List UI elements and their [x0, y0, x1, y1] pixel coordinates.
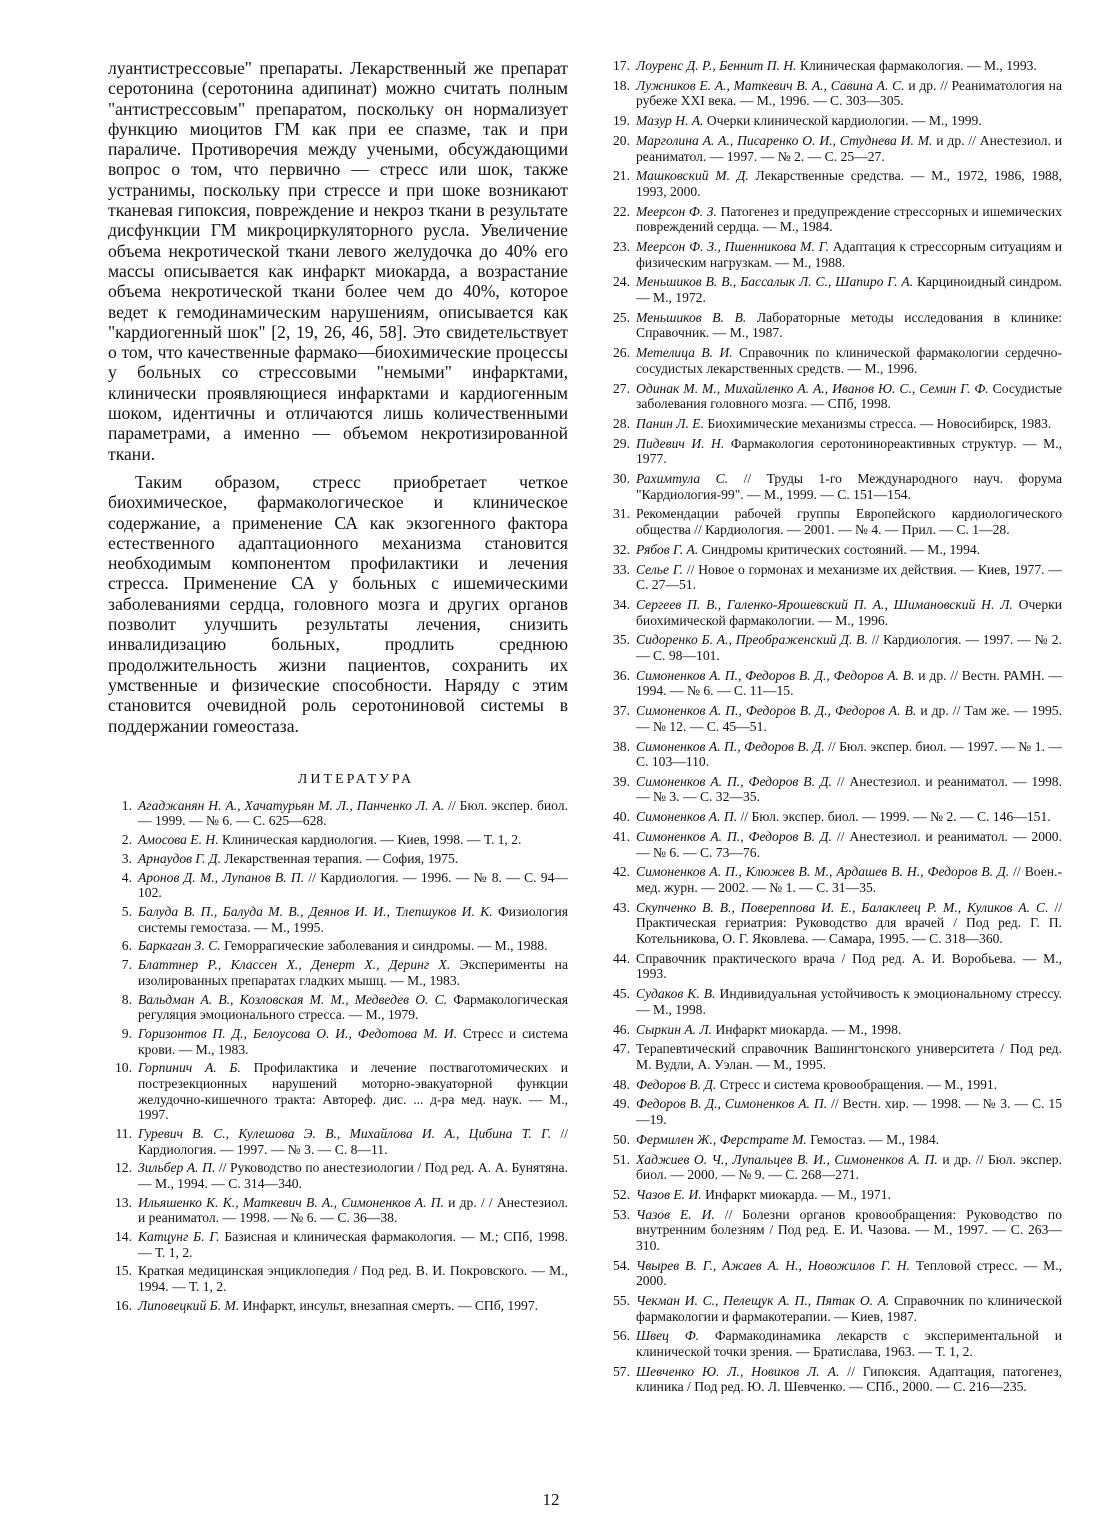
reference-number: 56. — [613, 1328, 630, 1344]
reference-authors: Ильяшенко К. К., Маткевич В. А., Симоненков А. П. — [138, 1194, 444, 1210]
reference-number: 36. — [613, 667, 630, 683]
reference-authors: Симоненков А. П., Федоров В. Д. — [636, 773, 832, 789]
reference-text: Эксперименты на изолированных препаратах гладких мышц. — М., 1983. — [138, 957, 568, 988]
reference-authors: Лоуренс Д. Р., Беннит П. Н. — [636, 58, 797, 73]
reference-number: 37. — [613, 703, 630, 719]
reference-item — [108, 798, 568, 829]
reference-item — [606, 951, 1062, 982]
reference-item — [606, 739, 1062, 770]
reference-item — [606, 506, 1062, 537]
reference-number: 39. — [613, 773, 630, 789]
reference-authors: Меерсон Ф. З., Пшенникова М. Г. — [636, 239, 829, 255]
reference-number: 1. — [121, 797, 132, 813]
reference-number: 27. — [613, 380, 630, 396]
reference-text: // Кардиология. — 1997. — № 3. — С. 8—11. — [138, 1125, 568, 1157]
reference-number: 33. — [613, 561, 630, 577]
reference-text: Стресс и система крови. — М., 1983. — [138, 1026, 569, 1057]
reference-number: 25. — [613, 309, 630, 325]
reference-text: // Кардиология. — 1996. — № 8. — С. 94—102. — [138, 869, 568, 901]
reference-authors: Катцунг Б. Г. — [138, 1229, 220, 1245]
reference-authors: Судаков К. В. — [636, 986, 716, 1002]
reference-authors: Арнаудов Г. Д. — [138, 850, 221, 866]
reference-item — [606, 1132, 1062, 1148]
reference-item — [606, 133, 1062, 164]
reference-authors: Аронов Д. М., Лупанов В. П. — [138, 869, 305, 885]
reference-number: 53. — [613, 1206, 630, 1222]
reference-text: Краткая медицинская энциклопедия / Под ред. В. И. Покровского. — М., 1994. — Т. 1, 2. — [138, 1263, 568, 1295]
reference-authors: Меерсон Ф. З. — [636, 203, 717, 219]
reference-item — [108, 851, 568, 867]
reference-authors: Горизонтов П. Д., Белоусова О. И., Федотова М. И. — [138, 1026, 458, 1042]
reference-text: // Бюл. экспер. биол. — 1999. — № 6. — С. 625—628. — [138, 797, 568, 829]
reference-number: 31. — [613, 506, 630, 522]
reference-authors: Одинак М. М., Михайленко А. А., Иванов Ю. С., Семин Г. Ф. — [636, 380, 989, 396]
reference-number: 48. — [613, 1076, 630, 1092]
right-column — [606, 58, 1062, 1399]
reference-authors: Баркаган З. С. — [138, 938, 221, 954]
reference-text: Патогенез и предупреждение стрессорных и ишемических повреждений сердца. — М., 1984. — [636, 203, 1062, 235]
reference-text: Инфаркт миокарда. — М., 1971. — [701, 1186, 891, 1202]
reference-authors: Чазов Е. И. — [636, 1206, 715, 1222]
reference-item — [606, 774, 1062, 805]
reference-text: Биохимические механизмы стресса. — Новосибирск, 1983. — [704, 415, 1052, 431]
page-number: 12 — [542, 1490, 560, 1509]
reference-number: 29. — [613, 435, 630, 451]
reference-authors: Чазов Е. И. — [636, 1186, 702, 1202]
reference-item — [108, 1026, 568, 1057]
reference-item — [606, 58, 1062, 74]
reference-text: // Анестезиол. и реаниматол. — 1998. — № 3. — С. 32—35. — [636, 773, 1063, 805]
reference-item — [108, 992, 568, 1023]
reference-text: и др. / / Анестезиол. и реаниматол. — 1998. — № 6. — С. 36—38. — [138, 1194, 568, 1226]
reference-authors: Марголина А. А., Писаренко О. И., Студнева И. М. — [636, 132, 933, 148]
reference-number: 22. — [613, 203, 630, 219]
reference-item — [108, 870, 568, 901]
reference-item — [606, 542, 1062, 558]
reference-number: 52. — [613, 1186, 630, 1202]
reference-number: 6. — [121, 938, 132, 954]
reference-authors: Фермилен Ж., Ферстрате М. — [636, 1131, 807, 1147]
reference-item — [108, 1126, 568, 1157]
reference-text: Инфаркт миокарда. — М., 1998. — [712, 1021, 902, 1037]
reference-authors: Селье Г. — [636, 561, 683, 577]
reference-item — [108, 1229, 568, 1260]
reference-number: 49. — [613, 1096, 630, 1112]
reference-number: 35. — [613, 632, 630, 648]
reference-text: // Болезни органов кровообращения: Руководство по внутренним болезням / Под ред. Е. И. Чазова. — М., 1997. — С. 263—310. — [636, 1206, 1062, 1253]
reference-authors: Симоненков А. П., Федоров В. Д., Федоров А. В. — [636, 667, 915, 683]
reference-number: 24. — [613, 274, 630, 290]
reference-item — [108, 1263, 568, 1294]
reference-item — [108, 1298, 568, 1314]
reference-text: Индивидуальная устойчивость к эмоциональному стрессу. — М., 1998. — [636, 986, 1063, 1017]
reference-text: Клиническая кардиология. — Киев, 1998. — Т. 1, 2. — [218, 832, 522, 848]
reference-item — [606, 900, 1062, 947]
reference-number: 20. — [613, 132, 630, 148]
reference-text: Адаптация к стрессорным ситуациям и физическим нагрузкам. — М., 1988. — [636, 239, 1062, 270]
reference-number: 14. — [115, 1229, 132, 1245]
reference-item — [606, 239, 1062, 270]
reference-text: Справочник по клинической фармакологии сердечно-сосудистых лекарственных средств. — М., 1996. — [636, 345, 1062, 376]
reference-item — [606, 1328, 1062, 1359]
reference-number: 17. — [613, 58, 630, 73]
reference-number: 15. — [115, 1263, 132, 1279]
reference-text: Лабораторные методы исследования в клинике: Справочник. — М., 1987. — [636, 309, 1062, 341]
reference-number: 57. — [613, 1363, 630, 1379]
reference-number: 50. — [613, 1131, 630, 1147]
reference-authors: Сыркин А. Л. — [636, 1021, 713, 1037]
reference-number: 41. — [613, 829, 630, 845]
reference-text: Очерки биохимической фармакологии. — М., 1996. — [636, 597, 1063, 628]
reference-authors: Пидевич И. Н. — [636, 435, 725, 451]
reference-text: // Вестн. хир. — 1998. — № 3. — С. 15—19. — [636, 1096, 1062, 1128]
reference-number: 7. — [121, 957, 132, 973]
reference-authors: Федоров В. Д. — [636, 1076, 717, 1092]
reference-authors: Амосова Е. Н. — [138, 832, 219, 848]
reference-authors: Балуда В. П., Балуда М. В., Деянов И. И., Тлепшуков И. К. — [138, 904, 493, 920]
reference-item — [108, 938, 568, 954]
reference-item — [606, 1041, 1062, 1072]
reference-text: Геморрагические заболевания и синдромы. — М., 1988. — [220, 938, 548, 954]
references-list-left — [108, 798, 568, 1314]
reference-authors: Зильбер А. П. — [138, 1160, 216, 1176]
reference-text: Фармакологическая регуляция эмоционального стресса. — М., 1979. — [138, 991, 569, 1023]
reference-number: 4. — [121, 869, 132, 885]
reference-authors: Хаджиев О. Ч., Лупальцев В. И., Симоненков А. П. — [636, 1151, 938, 1167]
reference-number: 18. — [613, 77, 630, 93]
reference-text: Физиология системы гемостаза. — М., 1995. — [138, 904, 568, 935]
reference-text: и др. // Там же. — 1995. — № 12. — С. 45—51. — [636, 703, 1062, 734]
reference-item — [606, 1152, 1062, 1183]
reference-authors: Чекман И. С., Пелещук А. П., Пятак О. А. — [636, 1293, 890, 1309]
reference-number: 19. — [613, 113, 630, 129]
reference-item — [606, 809, 1062, 825]
reference-text: Гемостаз. — М., 1984. — [806, 1131, 940, 1147]
reference-text: Инфаркт, инсульт, внезапная смерть. — СПб, 1997. — [239, 1297, 539, 1313]
reference-item — [606, 1293, 1062, 1324]
reference-text: и др. // Вестн. РАМН. — 1994. — № 6. — С. 11—15. — [636, 667, 1063, 699]
body-paragraph-2: Таким образом, стресс приобретает четкое биохимическое, фармакологическое и клиническое содержание, а применение СА как экзогенного фактора естественного адаптационного механизма становится необходимым компонентом профилактики и лечения стресса. Применение СА у больных с ишемическими заболеваниями сердца, головного мозга и других органов позволит улучшить результаты лечения, снизить инвалидизацию больных, продлить среднюю продолжительность жизни пациентов, сохранить их умственные и физические способности. Наряду с этим становится очевидной роль серотониновой системы в поддержании гомеостаза. — [108, 471, 568, 736]
reference-authors: Гуревич В. С., Кулешова Э. В., Михайлова И. А., Цибина Т. Г. — [138, 1125, 552, 1141]
reference-number: 26. — [613, 345, 630, 361]
reference-text: Лекарственные средства. — М., 1972, 1986, 1988, 1993, 2000. — [636, 168, 1062, 199]
reference-text: Стресс и система кровообращения. — М., 1991. — [716, 1076, 998, 1092]
reference-authors: Симоненков А. П. — [636, 809, 738, 825]
reference-number: 34. — [613, 597, 630, 612]
reference-item — [606, 471, 1062, 502]
reference-authors: Панин Л. Е. — [636, 415, 705, 431]
reference-authors: Сидоренко Б. А., Преображенский Д. В. — [636, 632, 868, 648]
reference-item — [606, 597, 1062, 628]
reference-text: // Труды 1-го Международного науч. форума "Кардиология-99". — М., 1999. — С. 151—154. — [636, 471, 1062, 502]
reference-authors: Агаджанян Н. А., Хачатурьян М. Л., Панченко Л. А. — [138, 797, 445, 813]
reference-text: // Кардиология. — 1997. — № 2. — С. 98—101. — [636, 632, 1062, 663]
references-title: ЛИТЕРАТУРА — [297, 771, 415, 787]
reference-authors: Рябов Г. А. — [636, 541, 699, 557]
reference-authors: Швец Ф. — [636, 1328, 700, 1344]
reference-item — [606, 436, 1062, 467]
reference-item — [606, 1258, 1062, 1289]
reference-text: Справочник практического врача / Под ред. А. И. Воробьева. — М., 1993. — [636, 950, 1062, 982]
reference-number: 30. — [613, 471, 630, 487]
reference-number: 21. — [613, 168, 630, 184]
reference-number: 11. — [115, 1125, 132, 1141]
reference-number: 45. — [613, 986, 630, 1002]
reference-text: Справочник по клинической фармакологии и фармакотерапии. — Киев, 1987. — [636, 1293, 1062, 1324]
reference-authors: Мазур Н. А. — [636, 113, 704, 129]
reference-text: // Воен.-мед. журн. — 2002. — № 1. — С. 31—35. — [636, 864, 1062, 895]
reference-text: Базисная и клиническая фармакология. — М.; СПб, 1998. — Т. 1, 2. — [138, 1229, 568, 1260]
reference-number: 23. — [613, 239, 630, 255]
reference-item — [606, 1187, 1062, 1203]
left-column — [108, 58, 568, 1317]
reference-item — [606, 345, 1062, 376]
reference-number: 13. — [115, 1194, 132, 1210]
reference-item — [606, 829, 1062, 860]
reference-number: 8. — [121, 991, 132, 1007]
body-paragraph-1: луантистрессовые" препараты. Лекарственный же препарат серотонина (серотонина адипинат) можно считать полным "антистрессовым" препаратом, поскольку он нормализует функцию миоцитов ГМ как при ее спазме, так и при параличе. Противоречия между учеными, обсуждающими вопрос о том, что первично — стресс или шок, также устранимы, поскольку при стрессе и при шоке возникают тканевая гипоксия, повреждение и некроз ткани в результате дисфункции ГМ микроциркуляторного русла. Увеличение объема некротической ткани левого желудочка до 40% его массы описывается как инфаркт миокарда, а возрастание объема некротической ткани более чем до 40%, которое ведет к гемодинамическим нарушениям, описывается как "кардиогенный шок" [2, 19, 26, 46, 58]. Это свидетельствует о том, что качественные фармако—биохимические процессы у больных со стрессовыми "немыми" инфарктами, клинически проявляющиеся инфарктами и кардиогенным шоком, идентичны и отличаются лишь количественными параметрами, а именно — объемом некротизированной ткани. — [108, 58, 568, 464]
reference-authors: Меньшиков В. В. — [636, 309, 747, 325]
reference-number: 42. — [613, 864, 630, 880]
reference-authors: Федоров В. Д., Симоненков А. П. — [636, 1096, 828, 1112]
reference-authors: Чвырев В. Г., Ажаев А. Н., Новожилов Г. Н. — [636, 1257, 910, 1273]
reference-text: и др. // Анестезиол. и реаниматол. — 1997. — № 2. — С. 25—27. — [636, 132, 1062, 164]
reference-item — [606, 274, 1062, 305]
reference-number: 43. — [613, 899, 630, 915]
reference-number: 28. — [613, 415, 630, 431]
reference-text: Терапевтический справочник Вашингтонского университета / Под ред. М. Вудли, А. Уэлан. — М., 1995. — [636, 1041, 1062, 1072]
reference-item — [606, 1207, 1062, 1254]
reference-item — [606, 562, 1062, 593]
reference-number: 46. — [613, 1021, 630, 1037]
reference-authors: Симоненков А. П., Клюжев В. М., Ардашев В. Н., Федоров В. Д. — [636, 864, 1010, 880]
reference-authors: Симоненков А. П., Федоров В. Д. — [636, 738, 825, 754]
reference-number: 47. — [613, 1041, 630, 1057]
reference-item — [606, 864, 1062, 895]
reference-number: 5. — [121, 904, 132, 920]
reference-authors: Сергеев П. В., Галенко-Ярошевский П. А., Шимановский Н. Л. — [636, 597, 1013, 612]
reference-number: 3. — [121, 850, 132, 866]
reference-item — [606, 703, 1062, 734]
reference-text: и др. // Бюл. экспер. биол. — 2000. — № 9. — С. 268—271. — [636, 1151, 1062, 1183]
reference-item — [108, 904, 568, 935]
reference-item — [606, 1364, 1062, 1395]
reference-text: Тепловой стресс. — М., 2000. — [636, 1257, 1062, 1289]
reference-item — [108, 832, 568, 848]
reference-text: и др. // Реаниматология на рубеже XXI века. — М., 1996. — С. 303—305. — [636, 77, 1062, 109]
reference-text: // Руководство по анестезиологии / Под ред. А. А. Бунятяна. — М., 1994. — С. 314—340. — [138, 1160, 568, 1191]
reference-item — [606, 416, 1062, 432]
reference-item — [606, 1022, 1062, 1038]
reference-text: // Практическая гериатрия: Руководство для врачей / Под ред. Г. П. Котельникова, О. Г. Яковлева. — Самара, 1995. — С. 318—360. — [636, 899, 1062, 946]
reference-text: Клиническая фармакология. — М., 1993. — [796, 58, 1037, 73]
reference-number: 9. — [121, 1026, 132, 1042]
reference-number: 54. — [613, 1257, 630, 1273]
reference-item — [108, 957, 568, 988]
reference-item — [606, 381, 1062, 412]
reference-text: Карциноидный синдром. — М., 1972. — [636, 274, 1062, 306]
reference-item — [108, 1060, 568, 1122]
reference-text: // Новое о гормонах и механизме их действия. — Киев, 1977. — С. 27—51. — [636, 561, 1062, 593]
reference-authors: Блаттнер Р., Классен Х., Денерт Х., Деринг Х. — [138, 957, 451, 973]
reference-authors: Лужников Е. А., Маткевич В. А., Савина А. С. — [636, 77, 905, 93]
reference-text: Профилактика и лечение постваготомических и пострезекционных нарушений моторно-эвакуаторной функции желудочно-кишечного тракта: Автореф. дис. ... д-ра мед. наук. — М., 1997. — [138, 1060, 568, 1123]
reference-number: 38. — [613, 738, 630, 754]
reference-text: Фармакология серотонинореактивных структур. — М., 1977. — [636, 435, 1062, 467]
reference-number: 55. — [613, 1293, 630, 1309]
reference-text: Сосудистые заболевания головного мозга. — СПб, 1998. — [636, 380, 1062, 412]
reference-item — [606, 204, 1062, 235]
reference-item — [606, 78, 1062, 109]
reference-item — [108, 1195, 568, 1226]
reference-item — [606, 1077, 1062, 1093]
reference-number: 2. — [121, 832, 132, 848]
reference-authors: Метелица В. И. — [636, 345, 733, 361]
reference-item — [606, 310, 1062, 341]
reference-authors: Скупченко В. В., Поверennова И. Е., Балаклеец Р. М., Куликов А. С. — [636, 899, 1049, 915]
reference-authors: Симоненков А. П., Федоров В. Д. — [636, 829, 832, 845]
reference-item — [606, 986, 1062, 1017]
reference-text: // Анестезиол. и реаниматол. — 2000. — № 6. — С. 73—76. — [636, 829, 1063, 860]
reference-text: Лекарственная терапия. — София, 1975. — [220, 850, 459, 866]
reference-text: Фармакодинамика лекарств с экспериментальной и клинической точки зрения. — Братислава, 1963. — Т. 1, 2. — [636, 1328, 1063, 1360]
reference-number: 10. — [115, 1060, 132, 1076]
reference-number: 32. — [613, 541, 630, 557]
reference-item — [606, 668, 1062, 699]
reference-item — [606, 113, 1062, 129]
reference-authors: Симоненков А. П., Федоров В. Д., Федоров А. В. — [636, 703, 917, 719]
reference-text: // Бюл. экспер. биол. — 1999. — № 2. — С. 146—151. — [737, 809, 1051, 825]
reference-item — [606, 1096, 1062, 1127]
reference-number: 51. — [613, 1151, 630, 1167]
reference-item — [606, 632, 1062, 663]
reference-item — [108, 1160, 568, 1191]
reference-number: 44. — [613, 950, 630, 966]
reference-text: Синдромы критических состояний. — М., 1994. — [698, 541, 981, 557]
reference-number: 16. — [115, 1297, 132, 1313]
reference-number: 40. — [613, 809, 630, 825]
reference-authors: Шевченко Ю. Л., Новиков Л. А. — [636, 1363, 840, 1379]
reference-authors: Машковский М. Д. — [636, 168, 749, 184]
reference-authors: Меньшиков В. В., Бассалык Л. С., Шапиро Г. А. — [636, 274, 914, 290]
reference-text: // Бюл. экспер. биол. — 1997. — № 1. — С. 103—110. — [636, 738, 1062, 770]
reference-text: Рекомендации рабочей группы Европейского кардиологического общества // Кардиология. — 2001. — № 4. — Прил. — С. 1—28. — [636, 506, 1062, 538]
references-list-right — [606, 58, 1062, 1395]
reference-authors: Горпинич А. Б. — [138, 1060, 241, 1076]
reference-authors: Липовецкий Б. М. — [138, 1297, 240, 1313]
reference-text: Очерки клинической кардиологии. — М., 1999. — [703, 113, 982, 129]
reference-authors: Вальдман А. В., Козловская М. М., Медведев О. С. — [138, 991, 448, 1007]
reference-authors: Рахимтула С. — [636, 471, 729, 487]
reference-text: // Гипоксия. Адаптация, патогенез, клиника / Под ред. Ю. Л. Шевченко. — СПб., 2000. — С. 216—235. — [636, 1363, 1062, 1395]
reference-item — [606, 168, 1062, 199]
reference-number: 12. — [115, 1160, 132, 1176]
